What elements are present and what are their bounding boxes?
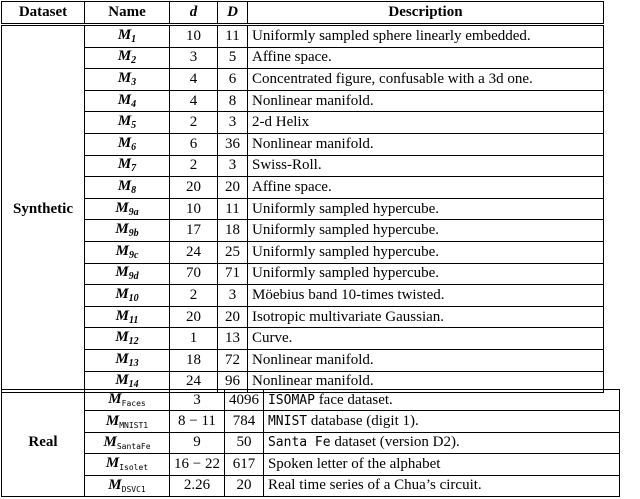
- embedding-dim-cell: 5: [218, 47, 248, 69]
- manifold-subscript: 11: [128, 314, 139, 326]
- description-dataset-name: ISOMAP: [267, 392, 315, 408]
- description-text: Nonlinear manifold.: [252, 373, 374, 390]
- manifold-symbol: M: [115, 199, 129, 216]
- synthetic-group-label: Synthetic: [2, 26, 85, 393]
- description-cell: [248, 220, 604, 242]
- dataset-name-cell: [85, 155, 170, 177]
- manifold-subscript: 1: [131, 33, 137, 45]
- embedding-dim-cell: 11: [218, 198, 248, 220]
- intrinsic-dim-cell: 2: [170, 155, 218, 177]
- header-description: Description: [248, 2, 604, 24]
- embedding-dim-cell: 3: [218, 155, 248, 177]
- dataset-name-cell: [85, 411, 170, 432]
- intrinsic-dim-cell: 2: [170, 285, 218, 307]
- table-row: [2, 390, 620, 411]
- description-text: Uniformly sampled hypercube.: [252, 222, 440, 239]
- description-text: dataset (version D2).: [330, 434, 460, 451]
- intrinsic-dim-cell: 9: [170, 432, 225, 453]
- header-D: D: [218, 2, 248, 24]
- table-row: [2, 133, 604, 155]
- manifold-subscript: 14: [128, 379, 139, 391]
- embedding-dim-cell: 8: [218, 90, 248, 112]
- description-cell: [248, 198, 604, 220]
- description-cell: [248, 155, 604, 177]
- description-text: Nonlinear manifold.: [252, 135, 374, 152]
- manifold-symbol: M: [115, 372, 129, 389]
- manifold-symbol: M: [115, 264, 129, 281]
- table-row: [2, 306, 604, 328]
- embedding-dim-cell: 3: [218, 285, 248, 307]
- embedding-dim-cell: 36: [218, 133, 248, 155]
- description-cell: [263, 390, 619, 411]
- description-text: Uniformly sampled hypercube.: [252, 243, 440, 260]
- real-section: [1, 389, 620, 497]
- table-row: [2, 47, 604, 69]
- description-cell: [263, 411, 619, 432]
- manifold-symbol: M: [115, 307, 129, 324]
- manifold-symbol: M: [117, 48, 132, 65]
- description-dataset-name: Santa Fe: [267, 435, 331, 451]
- table-row: [2, 263, 604, 285]
- table-row: [2, 285, 604, 307]
- manifold-symbol: M: [117, 26, 132, 43]
- manifold-subscript: Isolet: [119, 463, 149, 473]
- embedding-dim-cell: 50: [224, 432, 263, 453]
- manifold-symbol: M: [117, 156, 132, 173]
- description-cell: [248, 285, 604, 307]
- description-text: Uniformly sampled hypercube.: [252, 265, 440, 282]
- description-text: Real time series of a Chua’s circuit.: [267, 477, 482, 494]
- synthetic-section: [1, 25, 604, 393]
- header-name: Name: [85, 2, 170, 24]
- manifold-symbol: M: [115, 285, 129, 302]
- description-dataset-name: MNIST: [267, 414, 308, 430]
- embedding-dim-cell: 11: [218, 26, 248, 48]
- embedding-dim-cell: 20: [224, 475, 263, 496]
- description-text: Isotropic multivariate Gaussian.: [252, 308, 445, 325]
- description-cell: [263, 454, 619, 475]
- manifold-subscript: 8: [131, 184, 137, 196]
- table-row: [2, 349, 604, 371]
- description-text: Curve.: [252, 330, 293, 347]
- description-cell: [248, 112, 604, 134]
- table-row: [2, 26, 604, 48]
- dataset-name-cell: [85, 285, 170, 307]
- manifold-subscript: 10: [128, 292, 139, 304]
- embedding-dim-cell: 13: [218, 328, 248, 350]
- manifold-symbol: M: [105, 455, 120, 472]
- dataset-name-cell: [85, 177, 170, 199]
- embedding-dim-cell: 71: [218, 263, 248, 285]
- intrinsic-dim-cell: 70: [170, 263, 218, 285]
- dataset-name-cell: [85, 47, 170, 69]
- intrinsic-dim-cell: 6: [170, 133, 218, 155]
- intrinsic-dim-cell: 4: [170, 90, 218, 112]
- dataset-name-cell: [85, 263, 170, 285]
- dataset-name-cell: [85, 390, 170, 411]
- intrinsic-dim-cell: 20: [170, 306, 218, 328]
- dataset-name-cell: [85, 454, 170, 475]
- dataset-name-cell: [85, 241, 170, 263]
- intrinsic-dim-cell: 20: [170, 177, 218, 199]
- description-text: face dataset.: [314, 391, 393, 408]
- embedding-dim-cell: 18: [218, 220, 248, 242]
- description-cell: [248, 26, 604, 48]
- description-cell: [248, 69, 604, 91]
- table-row: [2, 475, 620, 496]
- intrinsic-dim-cell: 4: [170, 69, 218, 91]
- table-row: [2, 112, 604, 134]
- manifold-subscript: 2: [131, 55, 137, 67]
- manifold-symbol: M: [105, 412, 120, 429]
- dataset-name-cell: [85, 198, 170, 220]
- dataset-name-cell: [85, 69, 170, 91]
- embedding-dim-cell: 6: [218, 69, 248, 91]
- dataset-name-cell: [85, 133, 170, 155]
- embedding-dim-cell: 25: [218, 241, 248, 263]
- manifold-subscript: 13: [128, 357, 139, 369]
- manifold-subscript: MNIST1: [119, 420, 149, 430]
- embedding-dim-cell: 4096: [224, 390, 263, 411]
- manifold-symbol: M: [117, 69, 132, 86]
- description-text: Spoken letter of the alphabet: [267, 455, 441, 472]
- manifold-subscript: SantaFe: [116, 441, 151, 451]
- description-cell: [248, 328, 604, 350]
- intrinsic-dim-cell: 8 − 11: [170, 411, 225, 432]
- intrinsic-dim-cell: 2: [170, 112, 218, 134]
- embedding-dim-cell: 20: [218, 177, 248, 199]
- description-text: 2-d Helix: [252, 114, 310, 131]
- dataset-name-cell: [85, 475, 170, 496]
- manifold-symbol: M: [108, 391, 122, 408]
- manifold-symbol: M: [115, 221, 129, 238]
- manifold-symbol: M: [115, 242, 129, 259]
- manifold-subscript: DSVC1: [121, 484, 146, 494]
- table-row: [2, 90, 604, 112]
- table-header: [1, 1, 604, 24]
- description-text: Nonlinear manifold.: [252, 92, 374, 109]
- table-row: [2, 454, 620, 475]
- intrinsic-dim-cell: 10: [170, 26, 218, 48]
- intrinsic-dim-cell: 17: [170, 220, 218, 242]
- real-group-label: Real: [2, 390, 85, 497]
- manifold-symbol: M: [108, 476, 122, 493]
- intrinsic-dim-cell: 3: [170, 390, 225, 411]
- header-dataset: Dataset: [2, 2, 85, 24]
- embedding-dim-cell: 72: [218, 349, 248, 371]
- intrinsic-dim-cell: 1: [170, 328, 218, 350]
- dataset-name-cell: [85, 90, 170, 112]
- description-cell: [263, 432, 619, 453]
- description-text: Nonlinear manifold.: [252, 351, 374, 368]
- manifold-symbol: M: [117, 177, 132, 194]
- manifold-subscript: 12: [128, 336, 139, 348]
- description-text: Affine space.: [252, 49, 332, 66]
- description-text: Uniformly sampled hypercube.: [252, 200, 440, 217]
- manifold-symbol: M: [117, 91, 132, 108]
- dataset-name-cell: [85, 306, 170, 328]
- embedding-dim-cell: 784: [224, 411, 263, 432]
- description-text: Möebius band 10-times twisted.: [252, 286, 445, 303]
- manifold-symbol: M: [115, 350, 129, 367]
- dataset-name-cell: [85, 220, 170, 242]
- description-text: Affine space.: [252, 178, 332, 195]
- table-row: [2, 198, 604, 220]
- intrinsic-dim-cell: 18: [170, 349, 218, 371]
- description-text: database (digit 1).: [307, 413, 419, 430]
- description-text: Concentrated figure, confusable with a 3d one.: [252, 70, 533, 87]
- table-row: [2, 69, 604, 91]
- manifold-subscript: 5: [131, 120, 137, 132]
- table-row: [2, 411, 620, 432]
- description-text: Swiss-Roll.: [252, 157, 322, 174]
- dataset-name-cell: [85, 349, 170, 371]
- intrinsic-dim-cell: 2.26: [170, 475, 225, 496]
- intrinsic-dim-cell: 16 − 22: [170, 454, 225, 475]
- manifold-subscript: 4: [131, 98, 137, 110]
- manifold-symbol: M: [117, 113, 132, 130]
- manifold-symbol: M: [117, 134, 132, 151]
- manifold-subscript: Faces: [121, 399, 146, 409]
- manifold-symbol: M: [115, 329, 129, 346]
- intrinsic-dim-cell: 10: [170, 198, 218, 220]
- description-cell: [248, 349, 604, 371]
- description-cell: [248, 90, 604, 112]
- intrinsic-dim-cell: 24: [170, 241, 218, 263]
- manifold-symbol: M: [103, 433, 117, 450]
- dataset-name-cell: [85, 112, 170, 134]
- table-row: [2, 155, 604, 177]
- manifold-subscript: 3: [131, 76, 137, 88]
- dataset-name-cell: [85, 26, 170, 48]
- table-row: [2, 328, 604, 350]
- description-cell: [248, 47, 604, 69]
- dataset-name-cell: [85, 432, 170, 453]
- intrinsic-dim-cell: 3: [170, 47, 218, 69]
- manifold-subscript: 6: [131, 141, 137, 153]
- table-row: [2, 432, 620, 453]
- embedding-dim-cell: 96: [218, 371, 248, 393]
- manifold-subscript: 9b: [128, 228, 139, 240]
- description-cell: [248, 133, 604, 155]
- embedding-dim-cell: 3: [218, 112, 248, 134]
- manifold-subscript: 7: [131, 163, 137, 175]
- manifold-subscript: 9d: [128, 271, 139, 283]
- description-cell: [248, 241, 604, 263]
- intrinsic-dim-cell: 24: [170, 371, 218, 393]
- description-cell: [248, 263, 604, 285]
- description-cell: [263, 475, 619, 496]
- description-cell: [248, 306, 604, 328]
- header-d: d: [170, 2, 218, 24]
- manifold-subscript: 9c: [128, 249, 139, 261]
- description-cell: [248, 177, 604, 199]
- table-row: [2, 241, 604, 263]
- embedding-dim-cell: 617: [224, 454, 263, 475]
- table-row: [2, 177, 604, 199]
- description-text: Uniformly sampled sphere linearly embedded.: [252, 27, 531, 44]
- table-row: [2, 220, 604, 242]
- dataset-name-cell: [85, 328, 170, 350]
- manifold-subscript: 9a: [128, 206, 139, 218]
- embedding-dim-cell: 20: [218, 306, 248, 328]
